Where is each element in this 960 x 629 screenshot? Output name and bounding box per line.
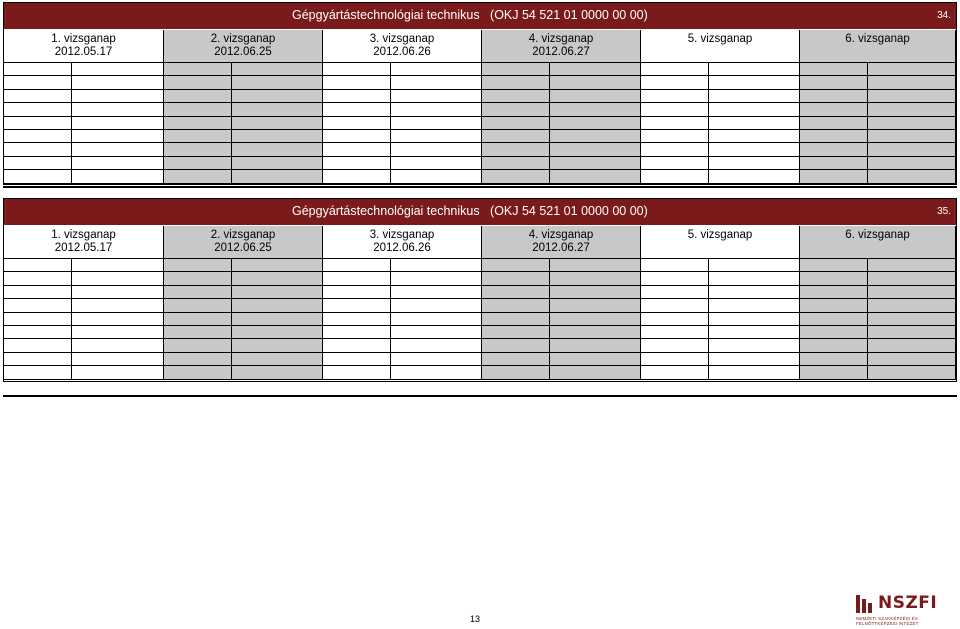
table-cell bbox=[4, 326, 72, 339]
day-label: 3. vizsganap bbox=[369, 229, 435, 241]
table-cell bbox=[232, 90, 323, 103]
table-cell bbox=[482, 130, 550, 143]
table-cell bbox=[709, 366, 800, 379]
table-cell bbox=[323, 103, 391, 116]
table-cell bbox=[72, 259, 164, 272]
table-cell bbox=[4, 76, 72, 89]
logo-subtitle-line1: NEMZETI SZAKKÉPZÉSI ÉS bbox=[856, 616, 918, 621]
table-cell bbox=[164, 130, 232, 143]
table-cell bbox=[868, 117, 956, 130]
table-cell bbox=[232, 313, 323, 326]
table-cell bbox=[550, 286, 641, 299]
table-cell bbox=[164, 170, 232, 183]
table-cell bbox=[641, 339, 709, 352]
table-cell bbox=[232, 353, 323, 366]
table-cell bbox=[4, 272, 72, 285]
table-cell bbox=[164, 143, 232, 156]
table-cell bbox=[391, 339, 482, 352]
day-header-3 bbox=[323, 30, 482, 63]
day-label: 1. vizsganap bbox=[51, 229, 116, 241]
block-title: Gépgyártástechnológiai technikus (OKJ 54 521 01 0000 00 00) bbox=[292, 8, 648, 22]
table-cell bbox=[550, 313, 641, 326]
table-cell bbox=[391, 143, 482, 156]
block-number: 34. bbox=[937, 10, 951, 21]
day-header-1 bbox=[4, 30, 164, 63]
nszfi-logo bbox=[856, 595, 938, 625]
table-cell bbox=[641, 76, 709, 89]
table-cell bbox=[550, 143, 641, 156]
table-cell bbox=[72, 353, 164, 366]
table-cell bbox=[800, 63, 868, 76]
table-cell bbox=[391, 103, 482, 116]
day-label: 1. vizsganap bbox=[51, 33, 116, 45]
table-cell bbox=[709, 299, 800, 312]
table-cell bbox=[641, 353, 709, 366]
table-cell bbox=[800, 170, 868, 183]
table-cell bbox=[391, 157, 482, 170]
table-cell bbox=[868, 259, 956, 272]
table-cell bbox=[164, 272, 232, 285]
day-label: 6. vizsganap bbox=[845, 33, 910, 45]
table-cell bbox=[800, 299, 868, 312]
block-divider bbox=[3, 186, 957, 188]
table-cell bbox=[800, 143, 868, 156]
table-cell bbox=[868, 157, 956, 170]
table-cell bbox=[72, 326, 164, 339]
day-header-2 bbox=[164, 30, 323, 63]
table-cell bbox=[641, 63, 709, 76]
table-cell bbox=[391, 90, 482, 103]
table-cell bbox=[800, 272, 868, 285]
table-cell bbox=[550, 76, 641, 89]
table-cell bbox=[164, 259, 232, 272]
table-cell bbox=[800, 366, 868, 379]
table-cell bbox=[391, 313, 482, 326]
table-cell bbox=[482, 76, 550, 89]
table-cell bbox=[4, 339, 72, 352]
table-cell bbox=[323, 130, 391, 143]
table-cell bbox=[482, 157, 550, 170]
table-cell bbox=[482, 366, 550, 379]
table-cell bbox=[164, 326, 232, 339]
table-cell bbox=[323, 272, 391, 285]
logo-subtitle-line2: FELNŐTTKÉPZÉSI INTÉZET bbox=[856, 621, 919, 626]
table-cell bbox=[164, 103, 232, 116]
table-cell bbox=[4, 130, 72, 143]
table-cell bbox=[482, 326, 550, 339]
table-cell bbox=[323, 259, 391, 272]
table-cell bbox=[550, 170, 641, 183]
table-cell bbox=[800, 286, 868, 299]
table-cell bbox=[232, 76, 323, 89]
nszfi-logo-icon bbox=[856, 595, 876, 613]
table-cell bbox=[391, 366, 482, 379]
block-title-bar bbox=[4, 199, 956, 225]
table-cell bbox=[709, 313, 800, 326]
table-cell bbox=[482, 259, 550, 272]
table-cell bbox=[232, 170, 323, 183]
table-cell bbox=[72, 63, 164, 76]
table-cell bbox=[868, 339, 956, 352]
day-label: 2. vizsganap bbox=[210, 33, 276, 45]
table-cell bbox=[641, 157, 709, 170]
table-cell bbox=[391, 63, 482, 76]
table-cell bbox=[232, 63, 323, 76]
table-cell bbox=[72, 272, 164, 285]
table-cell bbox=[482, 299, 550, 312]
table-cell bbox=[72, 339, 164, 352]
table-cell bbox=[800, 103, 868, 116]
table-cell bbox=[323, 339, 391, 352]
table-cell bbox=[72, 90, 164, 103]
table-cell bbox=[232, 259, 323, 272]
table-cell bbox=[868, 170, 956, 183]
table-cell bbox=[482, 286, 550, 299]
table-cell bbox=[800, 117, 868, 130]
table-cell bbox=[391, 117, 482, 130]
table-cell bbox=[4, 286, 72, 299]
table-cell bbox=[709, 339, 800, 352]
day-label: 2. vizsganap bbox=[210, 229, 276, 241]
table-cell bbox=[164, 90, 232, 103]
table-cell bbox=[232, 366, 323, 379]
table-cell bbox=[550, 157, 641, 170]
day-header-4 bbox=[482, 226, 641, 259]
table-cell bbox=[72, 117, 164, 130]
table-cell bbox=[868, 90, 956, 103]
table-cell bbox=[391, 130, 482, 143]
table-cell bbox=[709, 286, 800, 299]
table-cell bbox=[4, 157, 72, 170]
table-cell bbox=[72, 286, 164, 299]
table-cell bbox=[550, 259, 641, 272]
table-cell bbox=[641, 259, 709, 272]
table-cell bbox=[641, 117, 709, 130]
page-number: 13 bbox=[470, 614, 481, 624]
table-cell bbox=[164, 313, 232, 326]
table-cell bbox=[550, 339, 641, 352]
table-cell bbox=[868, 326, 956, 339]
day-date: 2012.05.17 bbox=[54, 46, 113, 58]
table-cell bbox=[164, 76, 232, 89]
table-cell bbox=[482, 63, 550, 76]
table-cell bbox=[232, 339, 323, 352]
table-cell bbox=[482, 143, 550, 156]
table-cell bbox=[641, 313, 709, 326]
table-cell bbox=[72, 299, 164, 312]
day-label: 6. vizsganap bbox=[845, 229, 910, 241]
schedule-block-35 bbox=[3, 198, 957, 382]
table-cell bbox=[868, 313, 956, 326]
table-cell bbox=[4, 313, 72, 326]
table-cell bbox=[323, 299, 391, 312]
table-cell bbox=[641, 326, 709, 339]
table-cell bbox=[641, 90, 709, 103]
table-cell bbox=[868, 299, 956, 312]
table-cell bbox=[4, 63, 72, 76]
table-cell bbox=[709, 259, 800, 272]
table-cell bbox=[709, 353, 800, 366]
table-cell bbox=[482, 353, 550, 366]
table-cell bbox=[4, 103, 72, 116]
table-cell bbox=[232, 272, 323, 285]
table-cell bbox=[164, 117, 232, 130]
table-cell bbox=[391, 299, 482, 312]
table-cell bbox=[72, 366, 164, 379]
day-date: 2012.06.27 bbox=[532, 242, 590, 254]
table-cell bbox=[709, 63, 800, 76]
table-cell bbox=[550, 326, 641, 339]
table-cell bbox=[323, 286, 391, 299]
table-cell bbox=[232, 299, 323, 312]
day-header-5 bbox=[641, 30, 800, 63]
table-cell bbox=[232, 130, 323, 143]
table-cell bbox=[709, 117, 800, 130]
day-label: 5. vizsganap bbox=[687, 33, 753, 45]
table-cell bbox=[482, 313, 550, 326]
table-cell bbox=[72, 103, 164, 116]
table-cell bbox=[550, 272, 641, 285]
table-cell bbox=[232, 157, 323, 170]
table-cell bbox=[482, 90, 550, 103]
table-cell bbox=[232, 103, 323, 116]
table-cell bbox=[868, 366, 956, 379]
table-cell bbox=[868, 76, 956, 89]
table-cell bbox=[391, 326, 482, 339]
table-cell bbox=[482, 117, 550, 130]
table-cell bbox=[4, 90, 72, 103]
day-label: 4. vizsganap bbox=[528, 33, 594, 45]
table-cell bbox=[482, 103, 550, 116]
table-cell bbox=[868, 272, 956, 285]
table-cell bbox=[232, 326, 323, 339]
day-header-5 bbox=[641, 226, 800, 259]
table-cell bbox=[709, 90, 800, 103]
table-cell bbox=[800, 130, 868, 143]
table-cell bbox=[232, 117, 323, 130]
table-cell bbox=[550, 63, 641, 76]
table-cell bbox=[164, 157, 232, 170]
table-cell bbox=[391, 272, 482, 285]
table-cell bbox=[391, 76, 482, 89]
table-cell bbox=[800, 157, 868, 170]
table-cell bbox=[323, 353, 391, 366]
table-cell bbox=[550, 130, 641, 143]
day-label: 4. vizsganap bbox=[528, 229, 594, 241]
table-cell bbox=[550, 117, 641, 130]
table-cell bbox=[164, 353, 232, 366]
table-cell bbox=[550, 103, 641, 116]
table-cell bbox=[391, 259, 482, 272]
table-cell bbox=[323, 366, 391, 379]
table-cell bbox=[800, 313, 868, 326]
day-label: 5. vizsganap bbox=[687, 229, 753, 241]
table-cell bbox=[709, 157, 800, 170]
table-cell bbox=[550, 366, 641, 379]
table-cell bbox=[4, 353, 72, 366]
day-header-6 bbox=[800, 226, 956, 259]
table-cell bbox=[641, 366, 709, 379]
table-cell bbox=[800, 339, 868, 352]
day-date: 2012.06.26 bbox=[373, 46, 431, 58]
day-date: 2012.05.17 bbox=[54, 242, 113, 254]
table-cell bbox=[4, 143, 72, 156]
table-cell bbox=[641, 143, 709, 156]
day-header-1 bbox=[4, 226, 164, 259]
table-cell bbox=[868, 103, 956, 116]
table-cell bbox=[800, 326, 868, 339]
table-cell bbox=[641, 299, 709, 312]
table-cell bbox=[391, 170, 482, 183]
table-cell bbox=[391, 286, 482, 299]
table-cell bbox=[482, 339, 550, 352]
block-title: Gépgyártástechnológiai technikus (OKJ 54 521 01 0000 00 00) bbox=[292, 204, 648, 218]
block-title-bar bbox=[4, 3, 956, 29]
day-header-4 bbox=[482, 30, 641, 63]
table-cell bbox=[868, 286, 956, 299]
day-date: 2012.06.25 bbox=[214, 242, 272, 254]
table-cell bbox=[800, 259, 868, 272]
block-number: 35. bbox=[937, 206, 951, 217]
table-cell bbox=[641, 130, 709, 143]
table-cell bbox=[868, 63, 956, 76]
table-cell bbox=[164, 366, 232, 379]
table-cell bbox=[868, 130, 956, 143]
table-cell bbox=[4, 170, 72, 183]
table-cell bbox=[641, 286, 709, 299]
table-cell bbox=[323, 143, 391, 156]
day-header-2 bbox=[164, 226, 323, 259]
table-cell bbox=[550, 353, 641, 366]
table-cell bbox=[641, 103, 709, 116]
table-cell bbox=[550, 299, 641, 312]
table-cell bbox=[709, 326, 800, 339]
table-cell bbox=[323, 90, 391, 103]
table-cell bbox=[800, 76, 868, 89]
table-cell bbox=[72, 313, 164, 326]
logo-wordmark: NSZFI bbox=[878, 593, 938, 613]
table-cell bbox=[72, 143, 164, 156]
table-cell bbox=[232, 286, 323, 299]
table-cell bbox=[709, 103, 800, 116]
table-cell bbox=[164, 339, 232, 352]
table-cell bbox=[323, 76, 391, 89]
table-cell bbox=[232, 143, 323, 156]
table-cell bbox=[323, 326, 391, 339]
table-cell bbox=[164, 286, 232, 299]
table-cell bbox=[709, 170, 800, 183]
table-cell bbox=[709, 130, 800, 143]
table-cell bbox=[868, 143, 956, 156]
table-cell bbox=[868, 353, 956, 366]
table-cell bbox=[482, 272, 550, 285]
table-cell bbox=[323, 170, 391, 183]
table-cell bbox=[800, 353, 868, 366]
table-cell bbox=[72, 76, 164, 89]
table-cell bbox=[323, 157, 391, 170]
table-cell bbox=[641, 170, 709, 183]
day-header-6 bbox=[800, 30, 956, 63]
table-cell bbox=[164, 63, 232, 76]
table-cell bbox=[709, 143, 800, 156]
table-cell bbox=[72, 157, 164, 170]
day-label: 3. vizsganap bbox=[369, 33, 435, 45]
day-date: 2012.06.27 bbox=[532, 46, 590, 58]
table-cell bbox=[641, 272, 709, 285]
table-cell bbox=[800, 90, 868, 103]
table-cell bbox=[391, 353, 482, 366]
block-divider bbox=[3, 395, 957, 397]
table-cell bbox=[164, 299, 232, 312]
table-cell bbox=[709, 272, 800, 285]
table-cell bbox=[72, 130, 164, 143]
table-cell bbox=[72, 170, 164, 183]
table-cell bbox=[4, 299, 72, 312]
schedule-block-34 bbox=[3, 2, 957, 185]
day-date: 2012.06.26 bbox=[373, 242, 431, 254]
table-cell bbox=[323, 117, 391, 130]
table-cell bbox=[709, 76, 800, 89]
day-date: 2012.06.25 bbox=[214, 46, 272, 58]
table-cell bbox=[550, 90, 641, 103]
table-cell bbox=[323, 313, 391, 326]
table-cell bbox=[482, 170, 550, 183]
table-cell bbox=[4, 366, 72, 379]
table-cell bbox=[4, 259, 72, 272]
table-cell bbox=[4, 117, 72, 130]
table-cell bbox=[323, 63, 391, 76]
day-header-3 bbox=[323, 226, 482, 259]
